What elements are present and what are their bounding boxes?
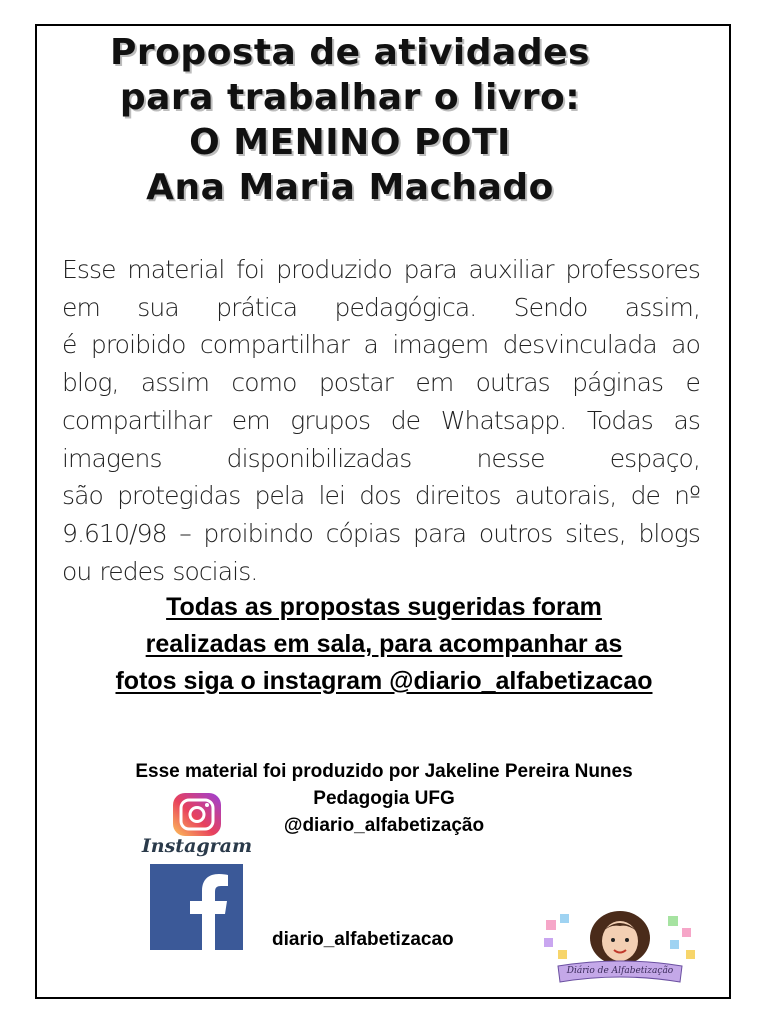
credits-line-2: Pedagogia UFG (313, 788, 455, 809)
notice-line: Esse material foi produzido para auxiliar professores (62, 255, 700, 284)
title-line-4: Ana Maria Machado (146, 167, 554, 208)
callout-line-2: realizadas em sala, para acompanhar as (145, 630, 623, 658)
notice-line: compartilhar em grupos de Whatsapp. Todas as (62, 405, 700, 435)
facebook-page-name: diario_alfabetizacao (272, 929, 454, 950)
title-line-3: O MENINO POTI (189, 122, 511, 163)
title-line-2: para trabalhar o livro: (119, 77, 581, 118)
instagram-icon (138, 791, 256, 861)
page-title (40, 30, 660, 210)
notice-line: ou redes sociais. (62, 556, 258, 586)
logo-caption: Diário de Alfabetização (566, 966, 674, 976)
callout-line-1: Todas as propostas sugeridas foram (166, 593, 602, 621)
instagram-callout (50, 589, 718, 700)
notice-line: blog, assim como postar em outras páginas e (62, 368, 700, 398)
notice-line: são protegidas pela lei dos direitos autorais, de nº (62, 481, 700, 511)
facebook-icon (150, 864, 243, 950)
notice-line: em sua prática pedagógica. Sendo assim, (62, 292, 700, 322)
credits-line-1: Esse material foi produzido por Jakeline Pereira Nunes (135, 761, 633, 782)
title-line-1: Proposta de atividades (110, 32, 590, 73)
blog-logo (540, 910, 700, 984)
notice-line: é proibido compartilhar a imagem desvinculada ao (62, 330, 700, 360)
notice-line: 9.610/98 – proibindo cópias para outros sites, blogs (62, 518, 700, 548)
instagram-wordmark: Instagram (141, 835, 253, 857)
instagram-handle: @diario_alfabetização (283, 815, 485, 836)
notice-line: imagens disponibilizadas nesse espaço, (62, 443, 700, 473)
copyright-notice (62, 251, 700, 590)
callout-line-3: fotos siga o instagram @diario_alfabetizacao (115, 667, 653, 695)
